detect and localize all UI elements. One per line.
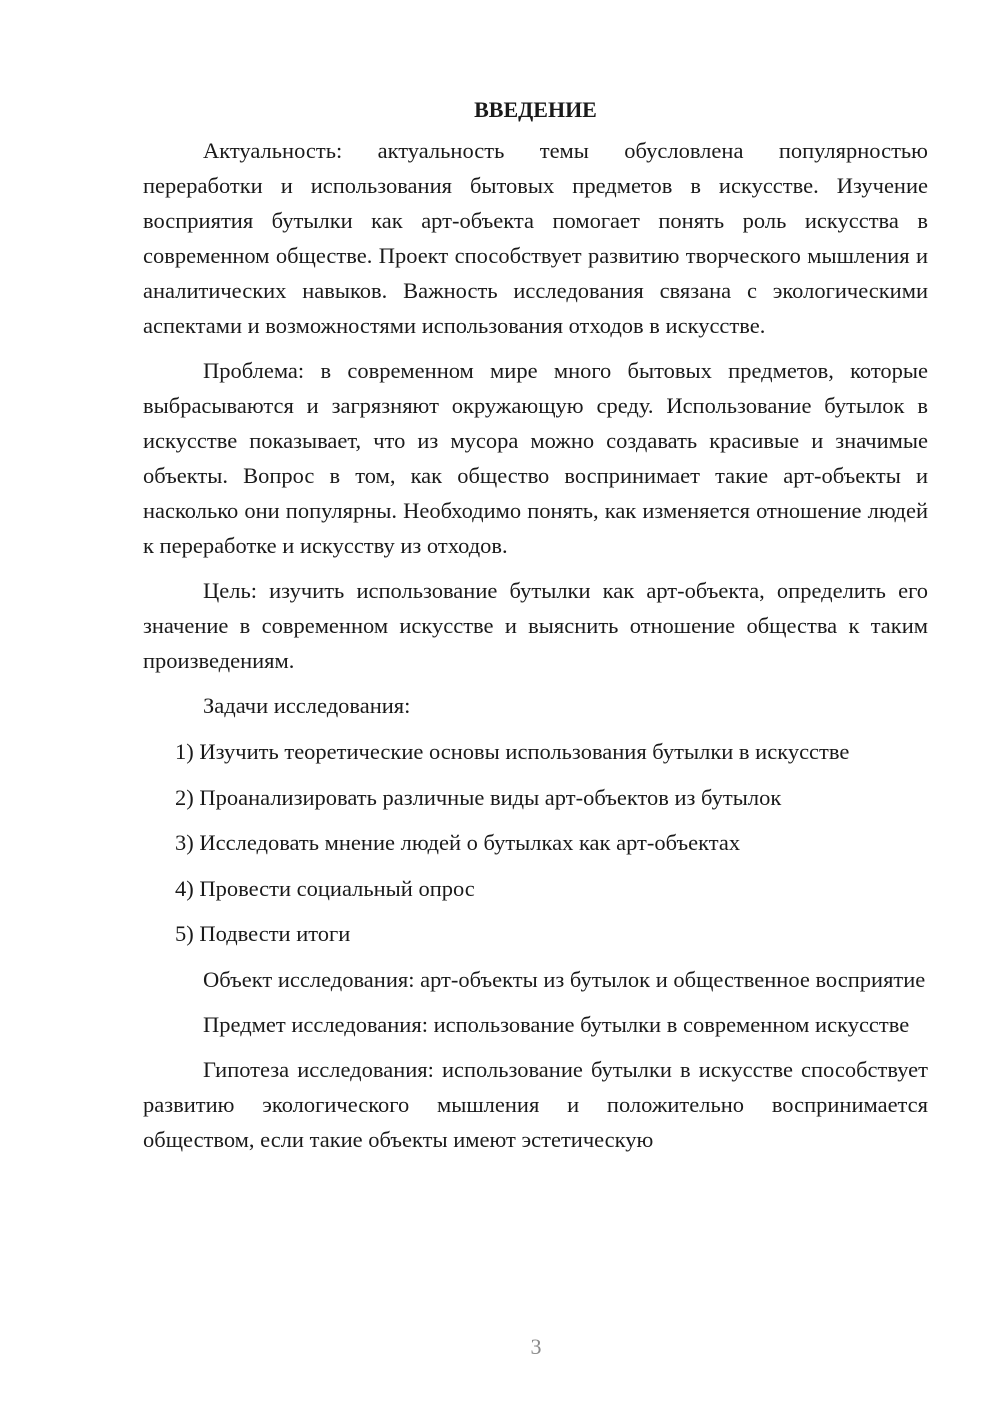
list-item: 5) Подвести итоги [175, 921, 351, 946]
paragraph-relevance: Актуальность: актуальность темы обусловлена популярностью переработки и использования бытовых предметов в искусстве. Изучение восприятия бутылки как арт-объекта помогает понять роль искусства в современном обществе. Проект способствует развитию творческого мышления и аналитических навыков. Важность исследования связана с экологическими аспектами и возможностями использования отходов в искусстве. [143, 138, 928, 338]
paragraph-problem: Проблема: в современном мире много бытовых предметов, которые выбрасываются и загрязняют окружающую среду. Использование бутылок в искусстве показывает, что из мусора можно создавать красивые и значимые объекты. Вопрос в том, как общество воспринимает такие арт-объекты и насколько они популярны. Необходимо понять, как изменяется отношение людей к переработке и искусству из отходов. [143, 358, 928, 558]
list-item: 3) Исследовать мнение людей о бутылках как арт-объектах [175, 830, 741, 855]
tasks-list [143, 734, 928, 951]
page-content [143, 92, 928, 1167]
list-item: 4) Провести социальный опрос [175, 875, 475, 901]
tasks-heading: Задачи исследования: [203, 693, 411, 718]
paragraph-subject: Предмет исследования: использование бутылки в современном искусстве [203, 1011, 910, 1037]
paragraph-hypothesis: Гипотеза исследования: использование бутылки в искусстве способствует развитию экологического мышления и положительно воспринимается обществом, если такие объекты имеют эстетическую [143, 1056, 928, 1152]
paragraph-goal: Цель: изучить использование бутылки как арт-объекта, определить его значение в современном искусстве и выяснить отношение общества к таким произведениям. [143, 578, 928, 673]
list-item: 1) Изучить теоретические основы использования бутылки в искусстве [175, 739, 850, 764]
page-number: 3 [530, 1334, 542, 1359]
section-title: ВВЕДЕНИЕ [474, 97, 597, 122]
paragraph-object: Объект исследования: арт-объекты из бутылок и общественное восприятие [203, 966, 926, 992]
list-item: 2) Проанализировать различные виды арт-объектов из бутылок [175, 784, 782, 810]
